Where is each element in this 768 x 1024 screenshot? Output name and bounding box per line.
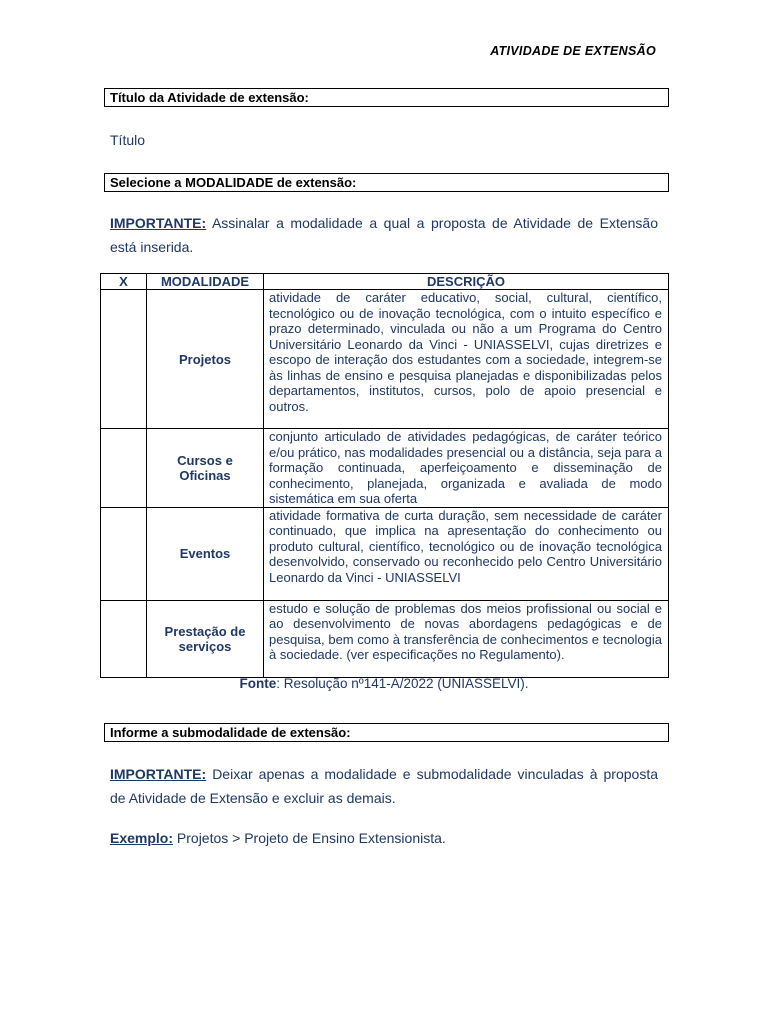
document-header-title: ATIVIDADE DE EXTENSÃO (490, 44, 656, 58)
example-text: Projetos > Projeto de Ensino Extensionista. (173, 830, 446, 846)
row-descricao: atividade de caráter educativo, social, cultural, científico, tecnológico ou de inovação tecnológica, com o intuito específico e prazo determinado, vinculada ou não a um Programa do Centro Universitário Leonardo da Vinci - UNIASSELVI, cujas diretrizes e escopo de interação dos estudantes com a sociedade, integrem-se às linhas de ensino e pesquisa planejadas e disponibilizadas pelos departamentos, institutos, cursos, polo de apoio presencial e outros. (264, 290, 669, 429)
row-checkbox-cell[interactable] (101, 429, 147, 508)
table-source-note (100, 676, 668, 691)
fonte-keyword: Fonte (239, 676, 277, 691)
row-checkbox-cell[interactable] (101, 507, 147, 600)
row-modalidade: Projetos (147, 290, 264, 429)
row-descricao: atividade formativa de curta duração, sem necessidade de caráter continuado, que implica na apresentação do conhecimento ou produto cultural, científico, tecnológico ou de inovação tecnológica desenvolvido, conservado ou reconhecido pelo Centro Universitário Leonardo da Vinci - UNIASSELVI (264, 507, 669, 600)
table-row (101, 600, 669, 677)
row-modalidade: Prestação de serviços (147, 600, 264, 677)
submodalidade-important-note (110, 763, 658, 810)
table-row (101, 290, 669, 429)
header-x: X (101, 274, 147, 290)
row-checkbox-cell[interactable] (101, 290, 147, 429)
important-keyword: IMPORTANTE: (110, 215, 207, 231)
submodalidade-example (110, 827, 658, 851)
row-descricao: estudo e solução de problemas dos meios profissional ou social e ao desenvolvimento de novas abordagens pedagógicas e de pesquisa, bem como à transferência de conhecimentos e tecnologia à sociedade. (ver especificações no Regulamento). (264, 600, 669, 677)
header-modalidade: MODALIDADE (147, 274, 264, 290)
table-row (101, 429, 669, 508)
table-header-row (101, 274, 669, 290)
modalidade-table (100, 273, 669, 678)
row-modalidade: Eventos (147, 507, 264, 600)
titulo-value[interactable]: Título (110, 132, 146, 148)
header-descricao: DESCRIÇÃO (264, 274, 669, 290)
row-checkbox-cell[interactable] (101, 600, 147, 677)
important-keyword: IMPORTANTE: (110, 766, 207, 782)
submodalidade-section-label: Informe a submodalidade de extensão: (104, 723, 669, 742)
example-keyword: Exemplo: (110, 830, 174, 846)
titulo-section-label: Título da Atividade de extensão: (104, 88, 669, 107)
row-descricao: conjunto articulado de atividades pedagógicas, de caráter teórico e/ou prático, nas modalidades presencial ou a distância, seja para a formação continuada, aperfeiçoamento e disseminação de conhecimento, planejada, organizada e avaliada de modo sistemática em sua oferta (264, 429, 669, 508)
important-text: Deixar apenas a modalidade e submodalidade vinculadas à proposta de Atividade de Extensão e excluir as demais. (110, 766, 658, 806)
row-modalidade: Cursos e Oficinas (147, 429, 264, 508)
modalidade-important-note (110, 212, 658, 259)
fonte-text: : Resolução nº141-A/2022 (UNIASSELVI). (276, 676, 529, 691)
table-row (101, 507, 669, 600)
modalidade-section-label: Selecione a MODALIDADE de extensão: (104, 173, 669, 192)
important-text: Assinalar a modalidade a qual a proposta de Atividade de Extensão está inserida. (110, 215, 658, 255)
